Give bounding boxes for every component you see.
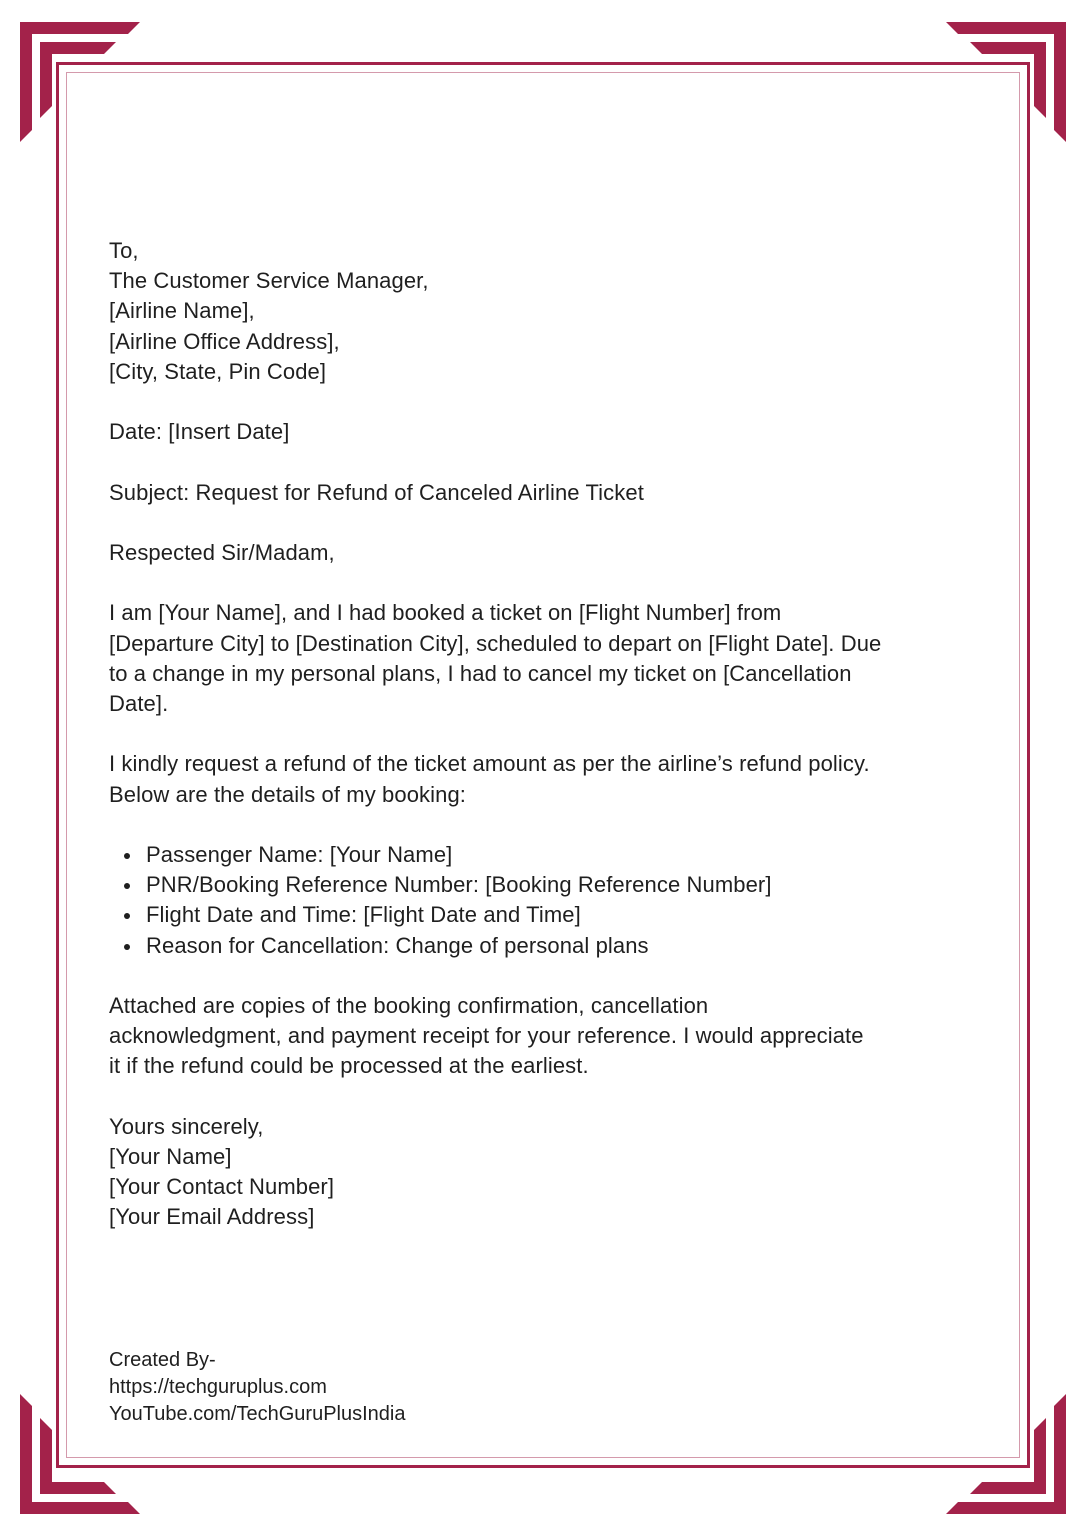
paragraph-line: Attached are copies of the booking confirmation, cancellation <box>109 992 709 1018</box>
list-item: Flight Date and Time: [Flight Date and Time] <box>146 900 989 930</box>
recipient-block <box>109 236 989 387</box>
corner-ornament-top-right <box>946 22 1066 142</box>
sender-email: [Your Email Address] <box>109 1204 315 1230</box>
sender-name: [Your Name] <box>109 1143 232 1169</box>
sender-contact: [Your Contact Number] <box>109 1174 335 1200</box>
paragraph-line: to a change in my personal plans, I had to cancel my ticket on [Cancellation <box>109 660 852 686</box>
paragraph-line: Date]. <box>109 690 169 716</box>
recipient-designation: The Customer Service Manager, <box>109 268 429 294</box>
letter-body <box>109 236 989 1233</box>
city-state-pin: [City, State, Pin Code] <box>109 358 327 384</box>
credits-footer <box>109 1347 405 1428</box>
website-link[interactable]: https://techguruplus.com <box>109 1376 327 1398</box>
paragraph-line: [Departure City] to [Destination City], scheduled to depart on [Flight Date]. Due <box>109 630 882 656</box>
paragraph-line: Below are the details of my booking: <box>109 781 467 807</box>
sign-off: Yours sincerely, <box>109 1113 264 1139</box>
paragraph-attachments <box>109 991 989 1082</box>
paragraph-line: it if the refund could be processed at the earliest. <box>109 1053 589 1079</box>
paragraph-line: I am [Your Name], and I had booked a ticket on [Flight Number] from <box>109 600 782 626</box>
date-line: Date: [Insert Date] <box>109 419 290 445</box>
booking-details-list <box>109 840 989 961</box>
youtube-link[interactable]: YouTube.com/TechGuruPlusIndia <box>109 1403 406 1425</box>
corner-ornament-bottom-right <box>946 1394 1066 1514</box>
airline-office-address: [Airline Office Address], <box>109 328 340 354</box>
subject-line: Subject: Request for Refund of Canceled Airline Ticket <box>109 479 644 505</box>
signature-block <box>109 1112 989 1233</box>
created-by-label: Created By- <box>109 1349 216 1371</box>
paragraph-line: acknowledgment, and payment receipt for your reference. I would appreciate <box>109 1023 864 1049</box>
list-item: Passenger Name: [Your Name] <box>146 840 989 870</box>
list-item: PNR/Booking Reference Number: [Booking Reference Number] <box>146 870 989 900</box>
paragraph-booking-info <box>109 598 989 719</box>
salutation: Respected Sir/Madam, <box>109 539 335 565</box>
to-line: To, <box>109 238 139 263</box>
airline-name: [Airline Name], <box>109 298 255 324</box>
corner-ornament-top-left <box>20 22 140 142</box>
paragraph-refund-request <box>109 749 989 809</box>
list-item: Reason for Cancellation: Change of personal plans <box>146 931 989 961</box>
paragraph-line: I kindly request a refund of the ticket amount as per the airline’s refund policy. <box>109 751 870 777</box>
